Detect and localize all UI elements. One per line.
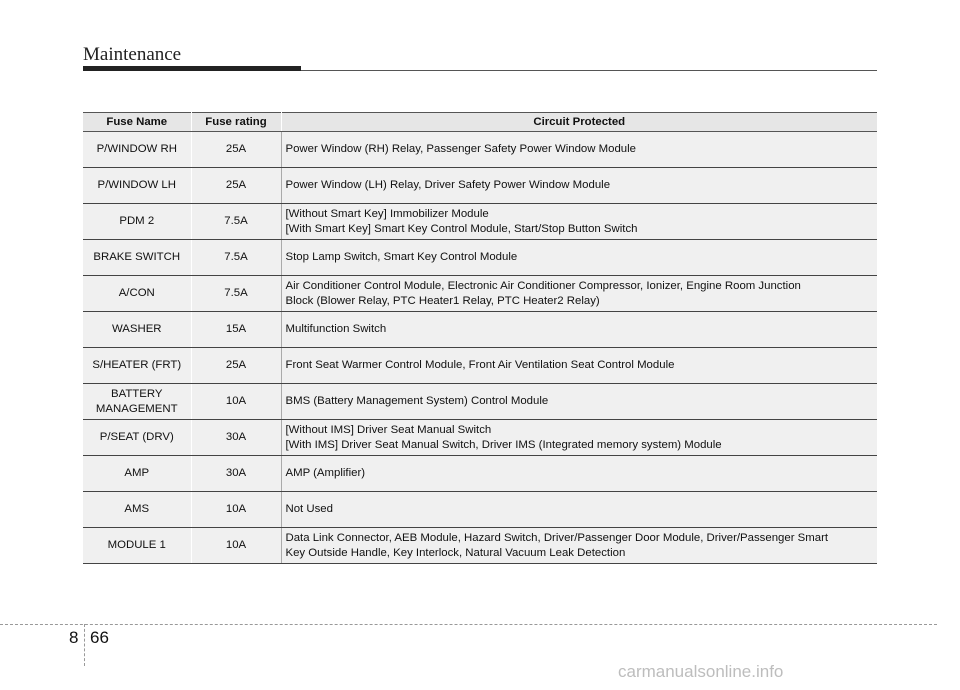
fuse-name-cell-line: A/CON xyxy=(118,287,155,300)
table-row xyxy=(83,456,877,492)
circuit-protected-cell xyxy=(281,132,877,168)
table-row xyxy=(83,312,877,348)
fuse-name-cell xyxy=(83,420,191,456)
table-row xyxy=(83,168,877,204)
circuit-protected-cell-line: [Without Smart Key] Immobilizer Module xyxy=(285,207,489,220)
fuse-rating-cell: 15A xyxy=(191,312,281,348)
fuse-name-cell xyxy=(83,276,191,312)
circuit-protected-cell xyxy=(281,204,877,240)
fuse-name-cell-line: P/SEAT (DRV) xyxy=(99,431,174,444)
fuse-rating-cell: 25A xyxy=(191,168,281,204)
circuit-protected-cell xyxy=(281,276,877,312)
circuit-protected-cell-line: AMP (Amplifier) xyxy=(285,467,366,480)
fuse-rating-cell: 7.5A xyxy=(191,276,281,312)
fuse-name-cell xyxy=(83,168,191,204)
footer-divider xyxy=(84,624,85,666)
circuit-protected-cell xyxy=(281,528,877,564)
page-number: 66 xyxy=(90,628,109,647)
column-header-fuse-name: Fuse Name xyxy=(83,113,191,132)
circuit-protected-cell-line: Air Conditioner Control Module, Electronic Air Conditioner Compressor, Ionizer, Engine Room Junction xyxy=(285,279,801,292)
table-row xyxy=(83,528,877,564)
chapter-number: 8 xyxy=(69,628,79,647)
column-header-fuse-rating: Fuse rating xyxy=(191,113,281,132)
fuse-name-cell-line: P/WINDOW RH xyxy=(96,143,177,156)
circuit-protected-cell xyxy=(281,312,877,348)
fuse-rating-cell: 30A xyxy=(191,420,281,456)
fuse-name-cell xyxy=(83,492,191,528)
fuse-name-cell-line: BRAKE SWITCH xyxy=(93,251,181,264)
circuit-protected-cell-line: Stop Lamp Switch, Smart Key Control Module xyxy=(285,251,518,264)
fuse-name-cell-line: WASHER xyxy=(111,323,162,336)
table-row xyxy=(83,132,877,168)
circuit-protected-cell-line: [With IMS] Driver Seat Manual Switch, Driver IMS (Integrated memory system) Module xyxy=(285,438,722,451)
circuit-protected-cell xyxy=(281,456,877,492)
circuit-protected-cell-line: Multifunction Switch xyxy=(285,323,387,336)
fuse-name-cell-line: S/HEATER (FRT) xyxy=(92,359,182,372)
table-row xyxy=(83,276,877,312)
fuse-rating-cell: 7.5A xyxy=(191,240,281,276)
fuse-name-cell-line: MODULE 1 xyxy=(107,539,166,552)
circuit-protected-cell xyxy=(281,240,877,276)
table-row xyxy=(83,204,877,240)
fuse-rating-cell: 30A xyxy=(191,456,281,492)
footer-rule xyxy=(0,624,937,625)
circuit-protected-cell xyxy=(281,492,877,528)
fuse-name-cell xyxy=(83,240,191,276)
fuse-name-cell-line: BATTERY xyxy=(111,387,163,400)
table-row xyxy=(83,492,877,528)
fuse-rating-cell: 10A xyxy=(191,528,281,564)
circuit-protected-cell xyxy=(281,384,877,420)
fuse-rating-cell: 25A xyxy=(191,348,281,384)
fuse-name-cell xyxy=(83,528,191,564)
table-header-row xyxy=(83,113,877,132)
circuit-protected-cell xyxy=(281,168,877,204)
fuse-name-cell xyxy=(83,132,191,168)
table-row xyxy=(83,420,877,456)
table-row xyxy=(83,348,877,384)
fuse-rating-cell: 10A xyxy=(191,492,281,528)
circuit-protected-cell-line: Front Seat Warmer Control Module, Front Air Ventilation Seat Control Module xyxy=(285,359,675,372)
fuse-name-cell-line: AMS xyxy=(124,503,150,516)
fuse-table-body xyxy=(83,132,877,564)
fuse-name-cell xyxy=(83,204,191,240)
fuse-name-cell xyxy=(83,348,191,384)
circuit-protected-cell-line: [Without IMS] Driver Seat Manual Switch xyxy=(285,423,492,436)
table-row xyxy=(83,240,877,276)
circuit-protected-cell xyxy=(281,348,877,384)
circuit-protected-cell-line: Power Window (RH) Relay, Passenger Safety Power Window Module xyxy=(285,143,637,156)
circuit-protected-cell-line: Data Link Connector, AEB Module, Hazard Switch, Driver/Passenger Door Module, Driver/Passenger Smart xyxy=(285,531,829,544)
header-bar xyxy=(83,66,301,71)
column-header-circuit-protected: Circuit Protected xyxy=(281,113,877,132)
fuse-table xyxy=(83,112,877,564)
circuit-protected-cell-line: Not Used xyxy=(285,503,333,516)
page-title: Maintenance xyxy=(83,44,182,65)
fuse-name-cell-line: MANAGEMENT xyxy=(95,402,178,415)
fuse-name-cell-line: P/WINDOW LH xyxy=(97,179,176,192)
fuse-rating-cell: 7.5A xyxy=(191,204,281,240)
header-rule xyxy=(301,70,877,71)
circuit-protected-cell-line: BMS (Battery Management System) Control Module xyxy=(285,395,549,408)
watermark-text: carmanualsonline.info xyxy=(618,662,784,681)
fuse-name-cell-line: PDM 2 xyxy=(119,215,155,228)
fuse-name-cell xyxy=(83,456,191,492)
circuit-protected-cell-line: Power Window (LH) Relay, Driver Safety Power Window Module xyxy=(285,179,611,192)
fuse-rating-cell: 10A xyxy=(191,384,281,420)
fuse-rating-cell: 25A xyxy=(191,132,281,168)
fuse-name-cell xyxy=(83,312,191,348)
fuse-name-cell-line: AMP xyxy=(124,467,150,480)
fuse-name-cell xyxy=(83,384,191,420)
circuit-protected-cell xyxy=(281,420,877,456)
circuit-protected-cell-line: Key Outside Handle, Key Interlock, Natural Vacuum Leak Detection xyxy=(285,546,626,559)
circuit-protected-cell-line: Block (Blower Relay, PTC Heater1 Relay, PTC Heater2 Relay) xyxy=(285,294,600,307)
table-row xyxy=(83,384,877,420)
circuit-protected-cell-line: [With Smart Key] Smart Key Control Module, Start/Stop Button Switch xyxy=(285,222,638,235)
